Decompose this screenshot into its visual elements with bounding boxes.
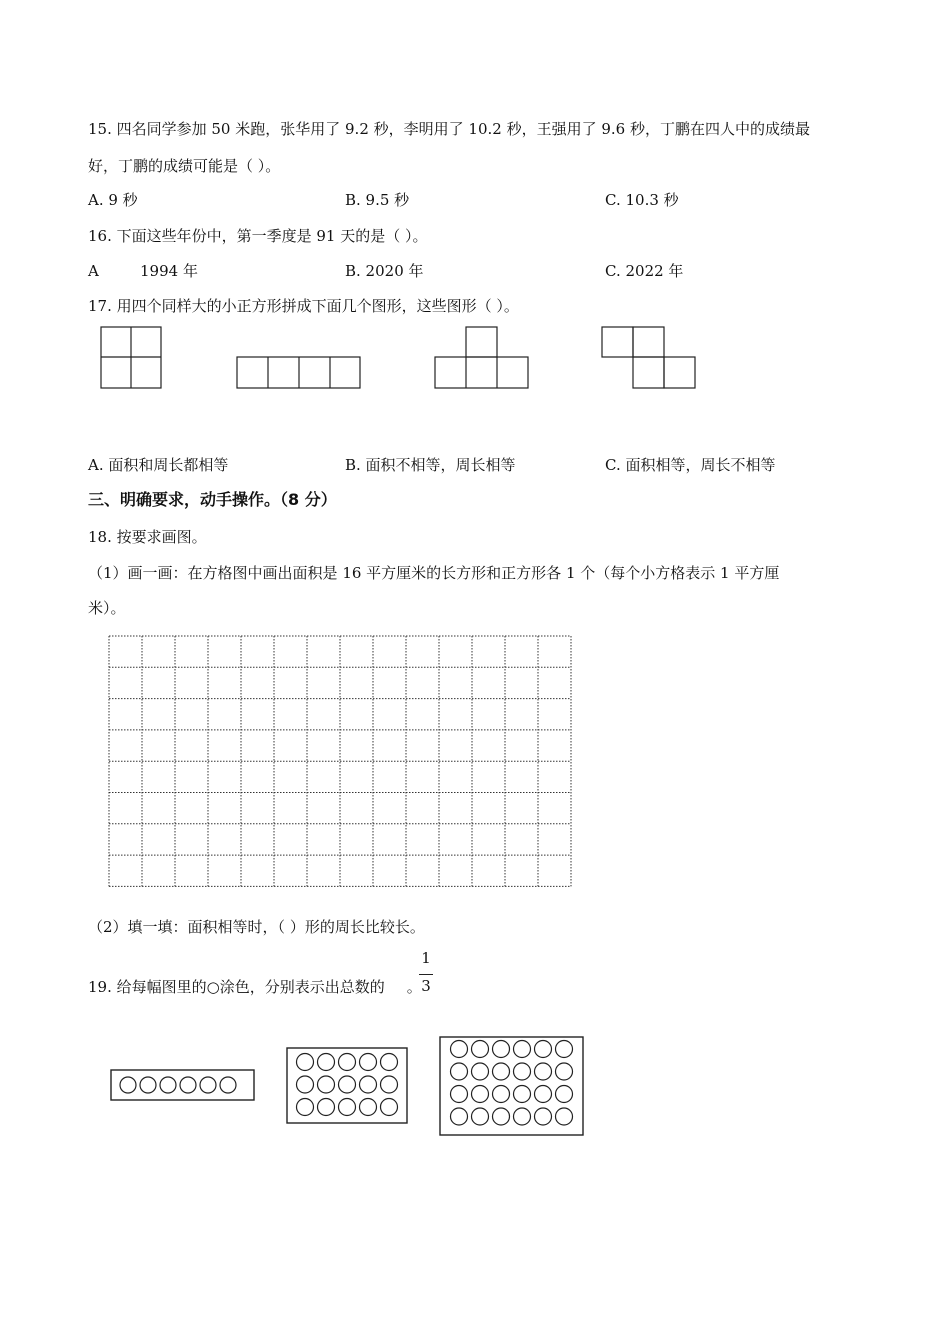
q18-part1-line2: 米）。 bbox=[88, 599, 126, 617]
circle-item[interactable] bbox=[297, 1099, 314, 1116]
circle-item[interactable] bbox=[451, 1086, 468, 1103]
circle-item[interactable] bbox=[318, 1099, 335, 1116]
circle-item[interactable] bbox=[493, 1041, 510, 1058]
q16-text: 16. 下面这些年份中，第一季度是 91 天的是（ ）。 bbox=[88, 227, 428, 245]
circle-item[interactable] bbox=[381, 1054, 398, 1071]
circle-item[interactable] bbox=[220, 1077, 236, 1093]
circle-item[interactable] bbox=[381, 1076, 398, 1093]
circle-item[interactable] bbox=[535, 1041, 552, 1058]
circle-item[interactable] bbox=[360, 1054, 377, 1071]
circle-item[interactable] bbox=[339, 1099, 356, 1116]
circle-item[interactable] bbox=[514, 1041, 531, 1058]
circle-item[interactable] bbox=[514, 1063, 531, 1080]
q19-text bbox=[88, 977, 422, 997]
shape-row-4 bbox=[237, 357, 360, 388]
circle-item[interactable] bbox=[339, 1054, 356, 1071]
circle-item[interactable] bbox=[140, 1077, 156, 1093]
circle-item[interactable] bbox=[556, 1108, 573, 1125]
q15-option-b: B. 9.5 秒 bbox=[345, 191, 410, 209]
q19-text-before: 19. 给每幅图里的○涂色，分别表示出总数的 bbox=[88, 978, 385, 996]
circle-item[interactable] bbox=[493, 1086, 510, 1103]
circle-item[interactable] bbox=[493, 1063, 510, 1080]
circle-item[interactable] bbox=[556, 1086, 573, 1103]
circle-boxes bbox=[111, 1037, 583, 1135]
circle-item[interactable] bbox=[472, 1108, 489, 1125]
shape-z bbox=[602, 327, 695, 388]
circle-item[interactable] bbox=[381, 1099, 398, 1116]
q17-option-a: A. 面积和周长都相等 bbox=[88, 456, 229, 474]
q17-option-b: B. 面积不相等，周长相等 bbox=[345, 456, 516, 474]
q19-text-after: 。 bbox=[406, 978, 422, 996]
circle-item[interactable] bbox=[297, 1054, 314, 1071]
circle-item[interactable] bbox=[360, 1076, 377, 1093]
dotted-grid[interactable] bbox=[109, 636, 571, 886]
circle-item[interactable] bbox=[451, 1063, 468, 1080]
circle-item[interactable] bbox=[318, 1076, 335, 1093]
q16-option-b: B. 2020 年 bbox=[345, 262, 424, 280]
circle-item[interactable] bbox=[297, 1076, 314, 1093]
circle-item[interactable] bbox=[451, 1108, 468, 1125]
circle-item[interactable] bbox=[493, 1108, 510, 1125]
circle-item[interactable] bbox=[339, 1076, 356, 1093]
q18-text: 18. 按要求画图。 bbox=[88, 528, 207, 546]
circle-item[interactable] bbox=[451, 1041, 468, 1058]
q17-text: 17. 用四个同样大的小正方形拼成下面几个图形，这些图形（ ）。 bbox=[88, 297, 519, 315]
circle-item[interactable] bbox=[535, 1108, 552, 1125]
q16-option-a-value: 1994 年 bbox=[140, 262, 198, 280]
q15-line1: 15. 四名同学参加 50 米跑，张华用了 9.2 秒，李明用了 10.2 秒，王强用了 9.6 秒，丁鹏在四人中的成绩最 bbox=[88, 120, 810, 138]
circle-item[interactable] bbox=[535, 1086, 552, 1103]
circle-item[interactable] bbox=[514, 1086, 531, 1103]
circle-item[interactable] bbox=[472, 1063, 489, 1080]
shape-square-2x2 bbox=[101, 327, 161, 388]
circle-item[interactable] bbox=[160, 1077, 176, 1093]
section-3-title: 三、明确要求，动手操作。（8 分） bbox=[88, 490, 337, 509]
circle-box-frame bbox=[111, 1070, 254, 1100]
circle-item[interactable] bbox=[556, 1063, 573, 1080]
q16-option-a-label: A bbox=[88, 262, 99, 280]
circle-item[interactable] bbox=[472, 1086, 489, 1103]
circle-item[interactable] bbox=[535, 1063, 552, 1080]
circle-item[interactable] bbox=[472, 1041, 489, 1058]
q15-line2: 好，丁鹏的成绩可能是（ ）。 bbox=[88, 157, 281, 175]
circle-item[interactable] bbox=[120, 1077, 136, 1093]
circle-item[interactable] bbox=[318, 1054, 335, 1071]
shape-t bbox=[435, 327, 528, 388]
fraction-numerator: 1 bbox=[421, 949, 431, 967]
circle-item[interactable] bbox=[556, 1041, 573, 1058]
q16-option-c: C. 2022 年 bbox=[605, 262, 684, 280]
circle-item[interactable] bbox=[360, 1099, 377, 1116]
q18-part2: （2）填一填：面积相等时，（ ）形的周长比较长。 bbox=[88, 918, 425, 936]
circle-item[interactable] bbox=[200, 1077, 216, 1093]
q15-option-a: A. 9 秒 bbox=[88, 191, 138, 209]
fraction-bar bbox=[419, 974, 433, 975]
q17-option-c: C. 面积相等，周长不相等 bbox=[605, 456, 776, 474]
circle-item[interactable] bbox=[514, 1108, 531, 1125]
fraction-denominator: 3 bbox=[421, 977, 431, 995]
q18-part1-line1: （1）画一画：在方格图中画出面积是 16 平方厘米的长方形和正方形各 1 个（每个小方格表示 1 平方厘 bbox=[88, 564, 780, 582]
circle-item[interactable] bbox=[180, 1077, 196, 1093]
q15-option-c: C. 10.3 秒 bbox=[605, 191, 679, 209]
circle-box-frame bbox=[287, 1048, 407, 1123]
